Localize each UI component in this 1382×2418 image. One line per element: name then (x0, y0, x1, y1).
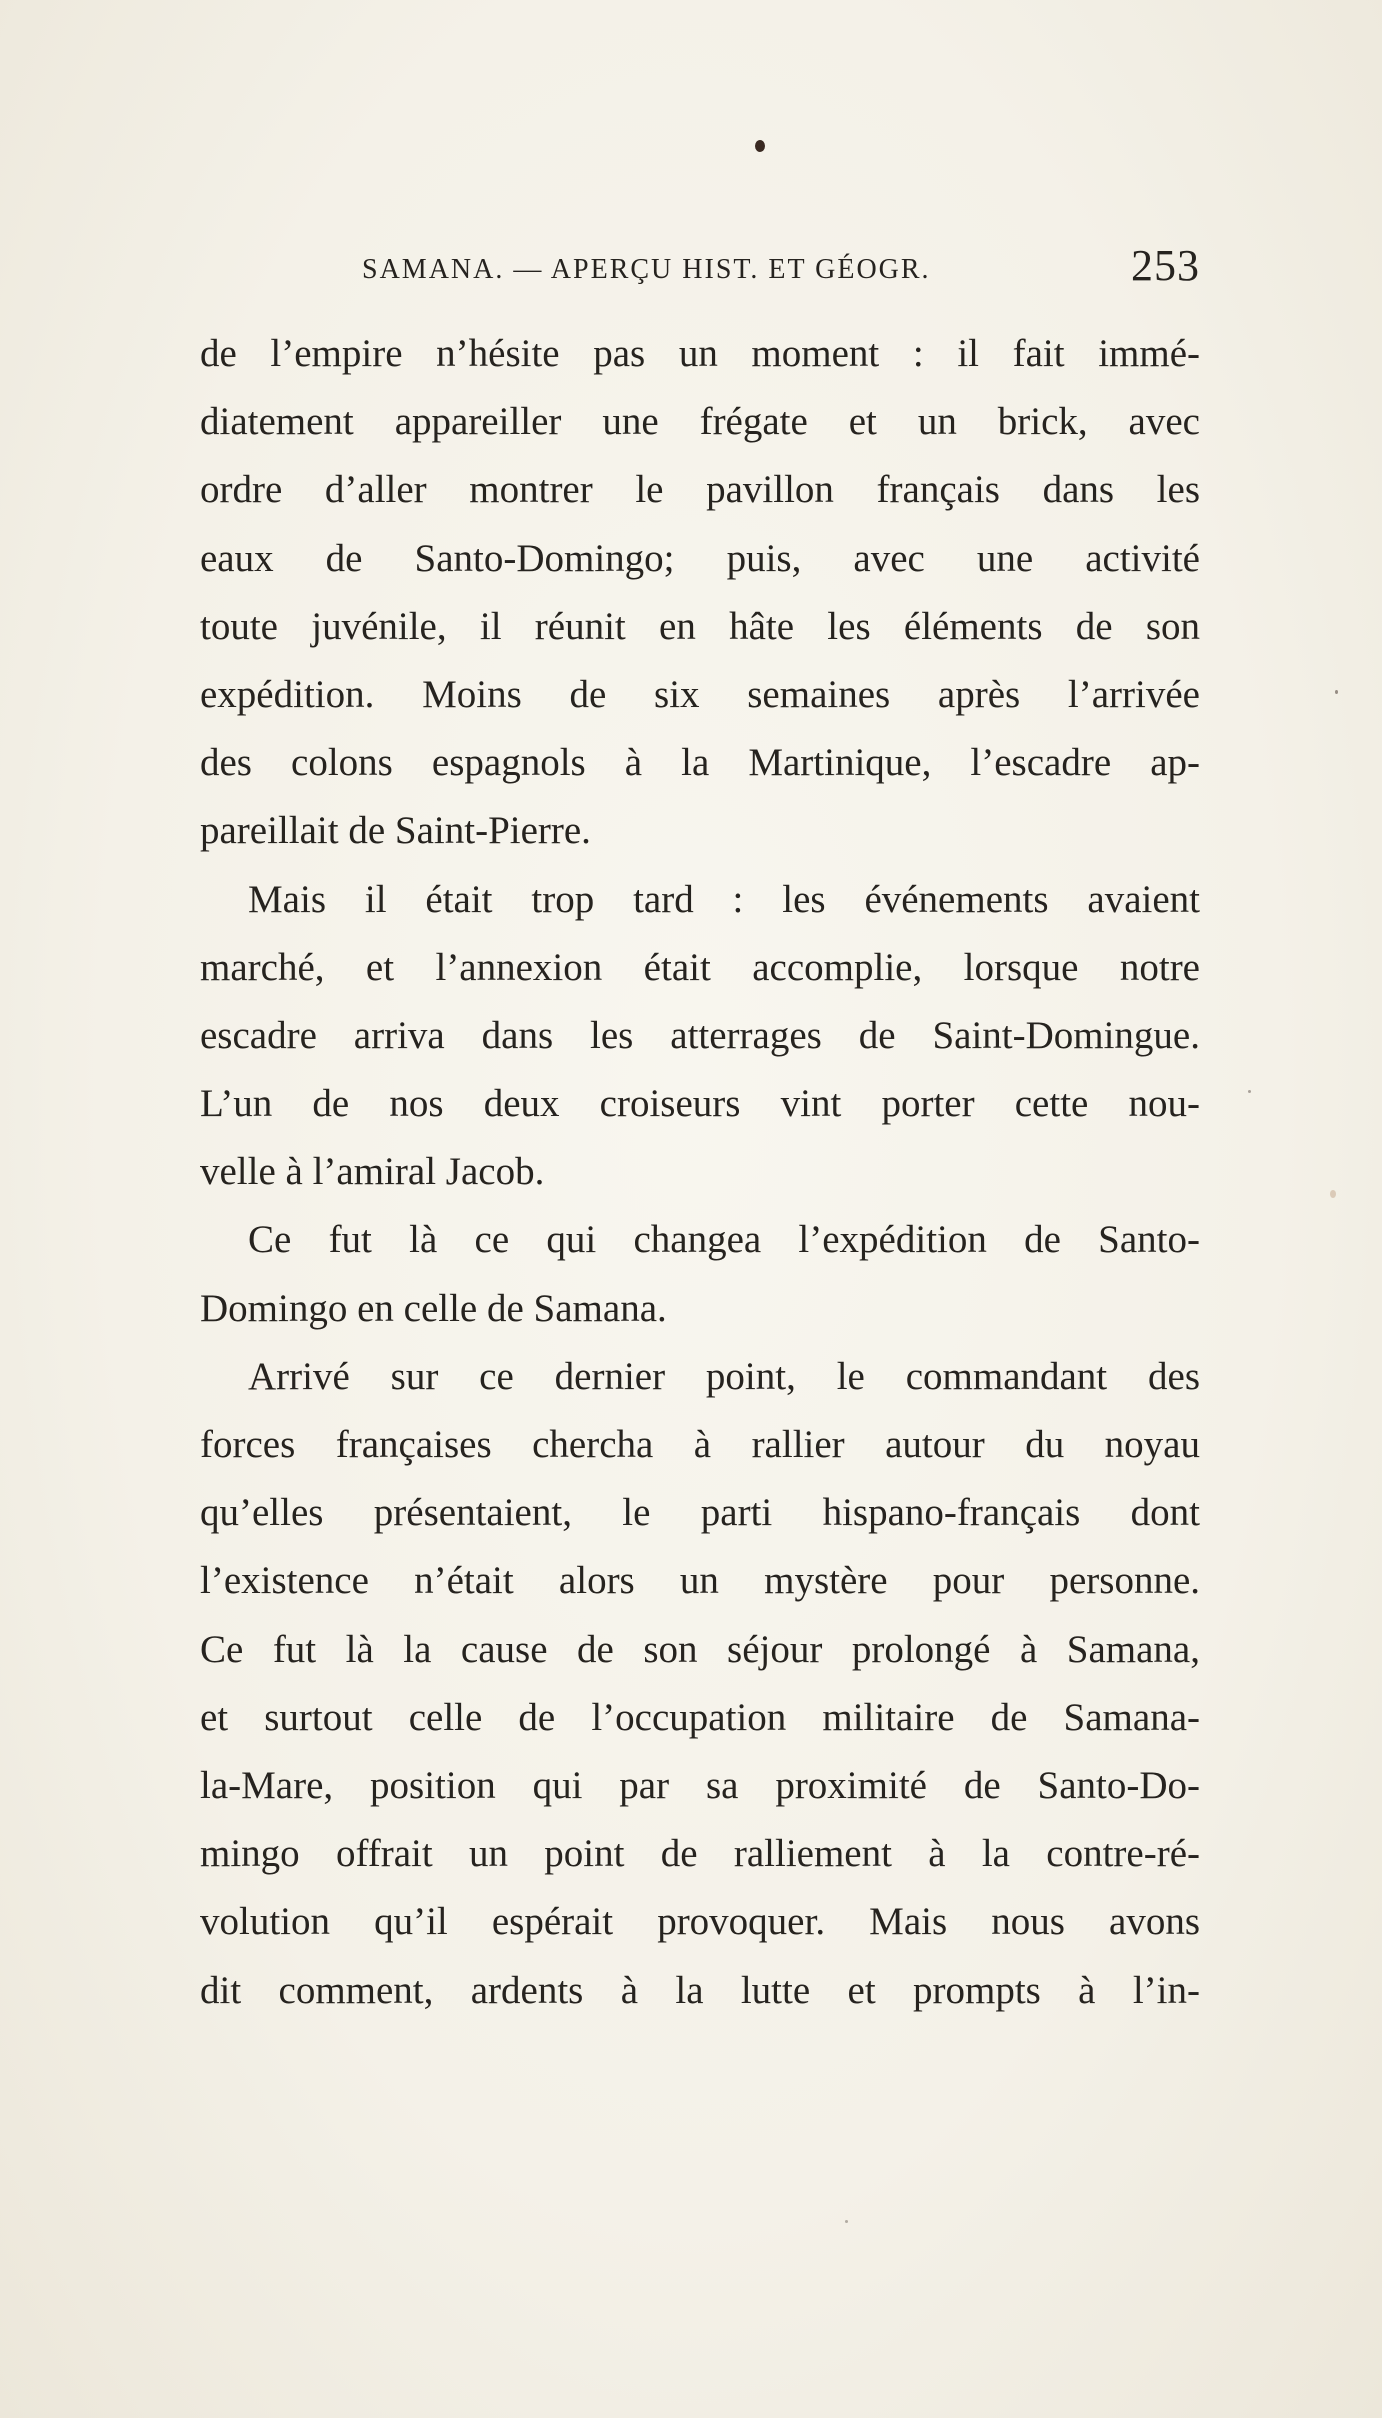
text-line: pareillait de Saint-Pierre. (200, 809, 591, 853)
text-line: velle à l’amiral Jacob. (200, 1150, 545, 1194)
text-line: escadre arriva dans les atterrages de Saint-Domingue. (200, 1013, 1200, 1057)
text-line: des colons espagnols à la Martinique, l’escadre ap- (200, 741, 1200, 785)
paragraph-first-line: Ce fut là ce qui changea l’expédition de Santo- (248, 1218, 1200, 1262)
text-line: dit comment, ardents à la lutte et prompts à l’in- (200, 1968, 1200, 2012)
running-head (200, 240, 1200, 304)
text-line: ordre d’aller montrer le pavillon français dans les (200, 468, 1200, 512)
ink-speck (1330, 1190, 1336, 1198)
text-line: Ce fut là la cause de son séjour prolongé à Samana, (200, 1627, 1200, 1671)
text-line: eaux de Santo-Domingo; puis, avec une activité (200, 536, 1200, 580)
text-line: et surtout celle de l’occupation militaire de Samana- (200, 1695, 1200, 1739)
text-line: de l’empire n’hésite pas un moment : il fait immé- (200, 332, 1200, 375)
ink-speck (1248, 1090, 1251, 1093)
text-line: la-Mare, position qui par sa proximité de Santo-Do- (200, 1763, 1200, 1807)
text-line: l’existence n’était alors un mystère pour personne. (200, 1559, 1200, 1603)
text-line: expédition. Moins de six semaines après l’arrivée (200, 672, 1200, 716)
text-line: diatement appareiller une frégate et un brick, avec (200, 400, 1200, 444)
text-line: toute juvénile, il réunit en hâte les éléments de son (200, 604, 1200, 648)
text-line: L’un de nos deux croiseurs vint porter cette nou- (200, 1082, 1200, 1126)
text-line: forces françaises chercha à rallier autour du noyau (200, 1423, 1200, 1466)
text-line: volution qu’il espérait provoquer. Mais nous avons (200, 1900, 1200, 1944)
text-line: marché, et l’annexion était accomplie, lorsque notre (200, 945, 1200, 989)
running-title: SAMANA. — APERÇU HIST. ET GÉOGR. (362, 254, 931, 285)
ink-speck (845, 2220, 848, 2223)
paragraph-first-line: Arrivé sur ce dernier point, le commandant des (248, 1354, 1200, 1398)
page-number: 253 (1131, 241, 1200, 290)
text-line: Domingo en celle de Samana. (200, 1286, 667, 1330)
paragraph-first-line: Mais il était trop tard : les événements avaient (248, 877, 1200, 921)
ink-speck (755, 140, 765, 152)
text-body (200, 320, 1200, 2025)
ink-speck (1335, 690, 1338, 694)
text-line: mingo offrait un point de ralliement à la contre-ré- (200, 1832, 1200, 1876)
text-line: qu’elles présentaient, le parti hispano-français dont (200, 1491, 1200, 1535)
